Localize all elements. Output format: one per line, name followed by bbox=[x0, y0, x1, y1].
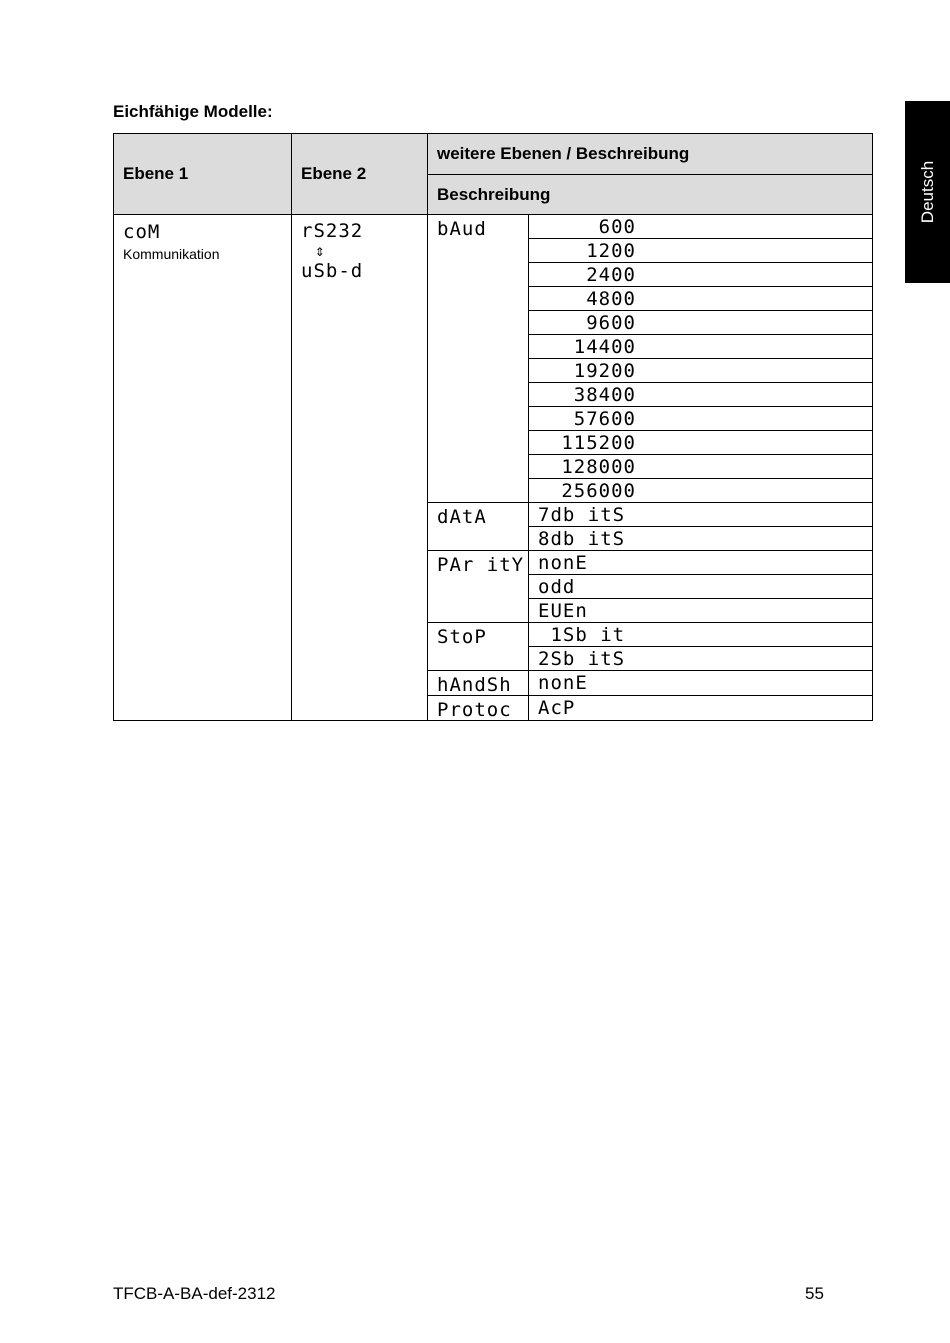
setting-value: 7db itS bbox=[529, 503, 873, 527]
setting-value: AcP bbox=[529, 696, 873, 721]
sublevel-name: hAndSh bbox=[428, 671, 529, 696]
setting-value: 1200 bbox=[529, 239, 873, 263]
setting-value: 8db itS bbox=[529, 527, 873, 551]
level1-cell bbox=[114, 215, 292, 721]
setting-value: 19200 bbox=[529, 359, 873, 383]
section-heading: Eichfähige Modelle: bbox=[113, 102, 273, 121]
sublevel-name: dAtA bbox=[428, 503, 529, 551]
setting-value: 2400 bbox=[529, 263, 873, 287]
level1-label: Kommunikation bbox=[123, 246, 220, 262]
language-tab-label: Deutsch bbox=[917, 160, 937, 224]
setting-value: odd bbox=[529, 575, 873, 599]
header-weitere-ebenen: weitere Ebenen / Beschreibung bbox=[428, 134, 873, 175]
level2-option-rs232: rS232 bbox=[301, 220, 364, 242]
sublevel-name: PAr itY bbox=[428, 551, 529, 623]
sublevel-name: Protoc bbox=[428, 696, 529, 721]
up-down-arrow-icon: ⇕ bbox=[315, 241, 326, 260]
level1-code: coM bbox=[123, 221, 161, 243]
setting-value: 38400 bbox=[529, 383, 873, 407]
header-ebene-2: Ebene 2 bbox=[292, 134, 428, 215]
setting-value: 2Sb itS bbox=[529, 647, 873, 671]
setting-value: 57600 bbox=[529, 407, 873, 431]
setting-value: 4800 bbox=[529, 287, 873, 311]
setting-value: 600 bbox=[529, 215, 873, 239]
menu-table bbox=[113, 133, 873, 721]
setting-value: 128000 bbox=[529, 455, 873, 479]
header-beschreibung: Beschreibung bbox=[428, 175, 873, 215]
document-id: TFCB-A-BA-def-2312 bbox=[113, 1284, 276, 1303]
setting-value: 14400 bbox=[529, 335, 873, 359]
setting-value: 9600 bbox=[529, 311, 873, 335]
setting-value: 1Sb it bbox=[529, 623, 873, 647]
language-tab bbox=[905, 101, 950, 283]
setting-value: 115200 bbox=[529, 431, 873, 455]
sublevel-name: bAud bbox=[428, 215, 529, 503]
page-number: 55 bbox=[805, 1284, 824, 1303]
table-row bbox=[114, 215, 873, 239]
table-body bbox=[114, 215, 873, 721]
level2-cell bbox=[292, 215, 428, 721]
header-ebene-1: Ebene 1 bbox=[114, 134, 292, 215]
level2-option-usb: uSb-d bbox=[301, 260, 364, 282]
setting-value: 256000 bbox=[529, 479, 873, 503]
setting-value: EUEn bbox=[529, 599, 873, 623]
setting-value: nonE bbox=[529, 551, 873, 575]
setting-value: nonE bbox=[529, 671, 873, 696]
sublevel-name: StoP bbox=[428, 623, 529, 671]
